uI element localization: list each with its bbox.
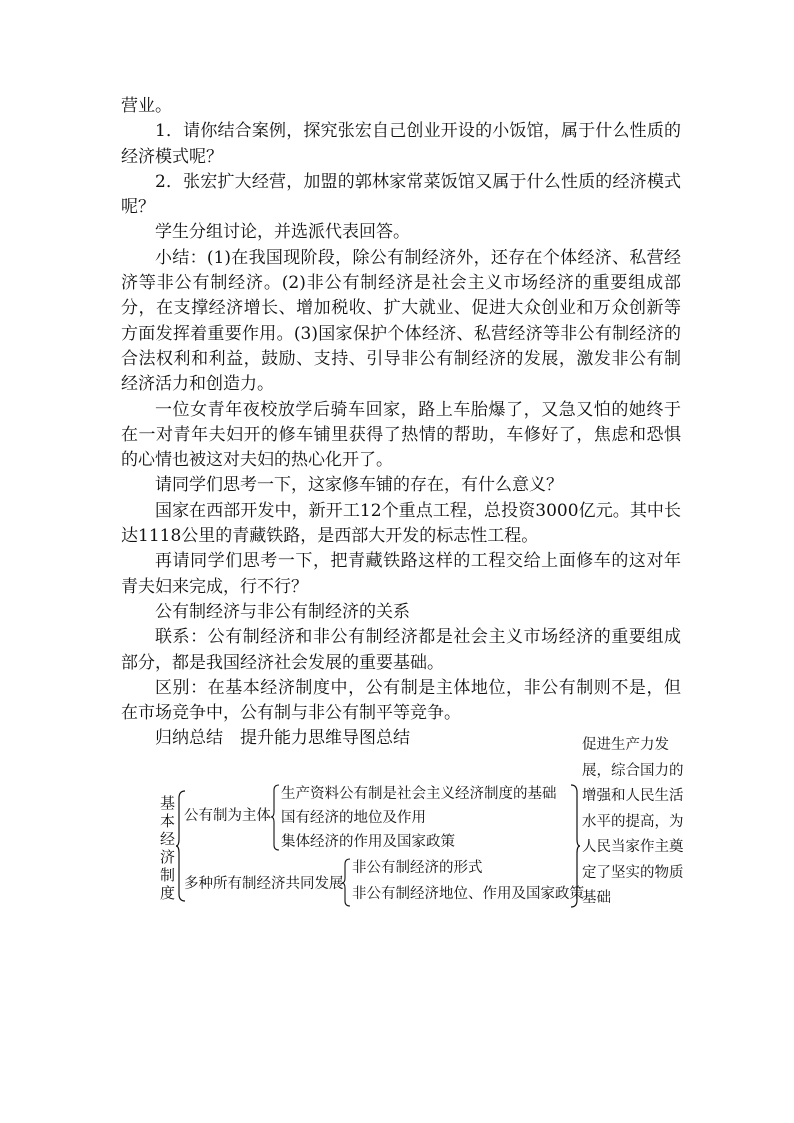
result-brace <box>570 784 580 908</box>
paragraph: 区别：在基本经济制度中，公有制是主体地位，非公有制则不是，但在市场竞争中，公有制与非公有制平等竞争。 <box>121 677 681 724</box>
paragraph: 1．请你结合案例，探究张宏自己创业开设的小饭馆，属于什么性质的经济模式呢？ <box>121 121 681 167</box>
mindmap-heading: 归纳总结 提升能力思维导图总结 <box>155 728 410 749</box>
paragraph: 营业。 <box>121 96 172 116</box>
branch2-brace <box>342 858 351 908</box>
paragraph: 请同学们思考一下，这家修车铺的存在，有什么意义？ <box>155 475 563 496</box>
paragraph: 联系：公有制经济和非公有制经济都是社会主义市场经济的重要组成部分，都是我国经济社会发展的重要基础。 <box>121 627 681 673</box>
branch2-item: 非公有制经济地位、作用及国家政策 <box>352 886 584 902</box>
root-char: 经 <box>160 830 176 848</box>
root-char: 度 <box>160 884 176 902</box>
branch-multiple-ownership: 多种所有制经济共同发展 <box>184 876 344 892</box>
branch-public-ownership: 公有制为主体 <box>184 808 271 824</box>
root-char: 制 <box>160 866 176 884</box>
document-body <box>121 94 681 752</box>
root-char: 基 <box>160 794 176 812</box>
branch1-brace <box>271 784 280 852</box>
root-char: 本 <box>160 812 176 830</box>
root-char: 济 <box>160 848 176 866</box>
paragraph: 一位女青年夜校放学后骑车回家，路上车胎爆了，又急又怕的她终于在一对青年夫妇开的修车铺里获得了热情的帮助，车修好了，焦虑和恐惧的心情也被这对夫妇的热心化开了。 <box>121 399 681 471</box>
mindmap-result: 促进生产力发展，综合国力的增强和人民生活水平的提高，为人民当家作主奠定了坚实的物质基础 <box>582 737 684 906</box>
summary-paragraph: 小结：(1)在我国现阶段，除公有制经济外，还存在个体经济、私营经济等非公有制经济。(2)非公有制经济是社会主义市场经济的重要组成部分，在支撑经济增长、增加税收、扩大就业、促进大众创业和万众创新等方面发挥着重要作用。(3)国家保护个体经济、私营经济等非公有制经济的合法权利和利益，鼓励、支持、引导非公有制经济的发展，激发非公有制经济活力和创造力。 <box>121 247 681 395</box>
paragraph: 2．张宏扩大经营，加盟的郭林家常菜饭馆又属于什么性质的经济模式呢？ <box>121 171 681 218</box>
branch1-item: 生产资料公有制是社会主义经济制度的基础 <box>281 786 557 802</box>
paragraph: 学生分组讨论，并选派代表回答。 <box>155 222 410 243</box>
paragraph: 再请同学们思考一下，把青藏铁路这样的工程交给上面修车的这对年青夫妇来完成，行不行？ <box>121 551 681 597</box>
branch1-item: 国有经济的地位及作用 <box>281 810 426 826</box>
branch2-item: 非公有制经济的形式 <box>352 860 483 876</box>
paragraph: 国家在西部开发中，新开工12个重点工程，总投资3000亿元。其中长达1118公里的青藏铁路，是西部大开发的标志性工程。 <box>121 500 681 547</box>
branch1-item: 集体经济的作用及国家政策 <box>281 834 455 850</box>
section-heading: 公有制经济与非公有制经济的关系 <box>155 601 410 622</box>
